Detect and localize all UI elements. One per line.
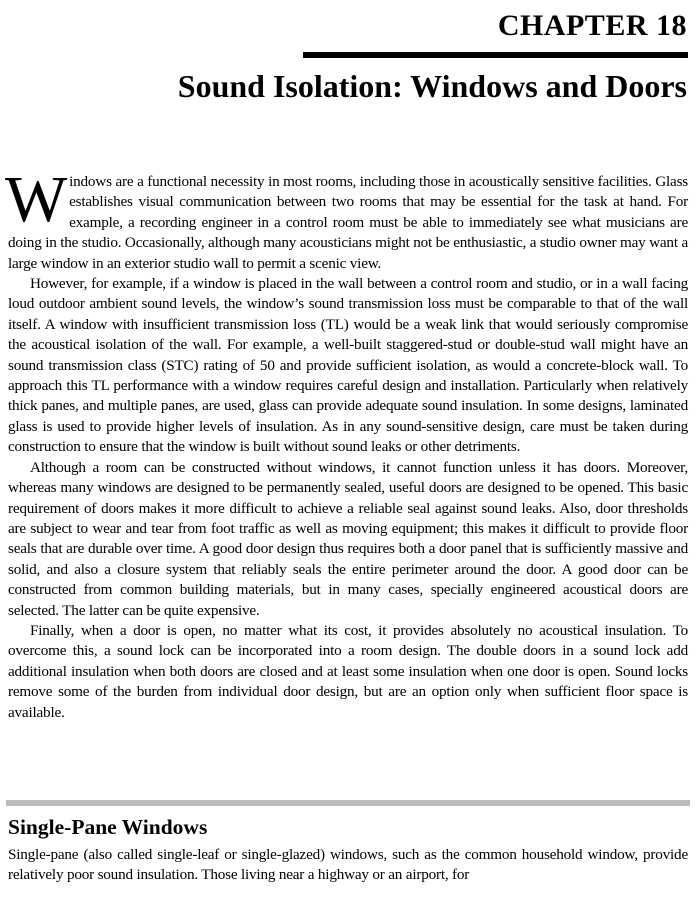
chapter-body [5,163,688,723]
paragraph: Although a room can be constructed without windows, it cannot function unless it has doors. Moreover, whereas many windows are designed to be permanently sealed, useful doors are designed to be opened. This basic requirement of doors makes it more difficult to achieve a reliable seal against sound leaks. Also, door thresholds are subject to wear and tear from foot traffic as well as moving equipment; this makes it difficult to provide floor seals that are durable over time. A good door design thus requires both a door panel that is sufficiently massive and solid, and also a closure system that reliably seals the entire perimeter around the door. A good door can be constructed from common building materials, but in many cases, specially engineered acoustical doors are selected. The latter can be quite expensive. [8,458,688,619]
paragraph: Finally, when a door is open, no matter what its cost, it provides absolutely no acoustical insulation. To overcome this, a sound lock can be incorporated into a room design. The double doors in a sound lock add additional insulation when both doors are closed and at least some insulation when one door is open. Sound locks remove some of the burden from individual door design, but are an option only when sufficient floor space is available. [8,621,688,721]
section-heading: Single-Pane Windows [8,815,208,839]
drop-cap: W [5,163,68,236]
paragraph: However, for example, if a window is placed in the wall between a control room and studio, or in a wall facing loud outdoor ambient sound levels, the window’s sound transmission loss must be comparable to that of the wall itself. A window with insufficient transmission loss (TL) would be a weak link that would seriously compromise the acoustical isolation of the wall. For example, a well-built staggered-stud or double-stud wall might have an sound transmission class (STC) rating of 50 and provide sufficient isolation, as would a concrete-block wall. To approach this TL performance with a window requires careful design and installation. Particularly when relatively thick panes, and multiple panes, are used, glass can provide adequate sound insulation. In some designs, laminated glass is used to provide higher levels of insulation. As in any sound-sensitive design, care must be taken during construction to ensure that the window is built without sound leaks or other detriments. [8,275,688,456]
paragraph-text: indows are a functional necessity in most rooms, including those in acoustically sensitive facilities. Glass establishes visual communication between two rooms that may be essential for the task at hand. For example, a recording engineer in a control room must be able to immediately see what musicians are doing in the studio. Occasionally, although many acousticians might not be enthusiastic, a studio owner may want a large window in an exterior studio wall to permit a scenic view. [8,173,688,272]
paragraph: Single-pane (also called single-leaf or single-glazed) windows, such as the common household window, provide relatively poor sound insulation. Those living near a highway or an airport, for [8,846,688,884]
chapter-label: CHAPTER 18 [497,9,687,42]
section-body [8,845,688,886]
chapter-rule [303,52,688,58]
chapter-title: Sound Isolation: Windows and Doors [177,68,687,104]
paragraph [5,163,688,274]
section-rule [6,800,690,806]
